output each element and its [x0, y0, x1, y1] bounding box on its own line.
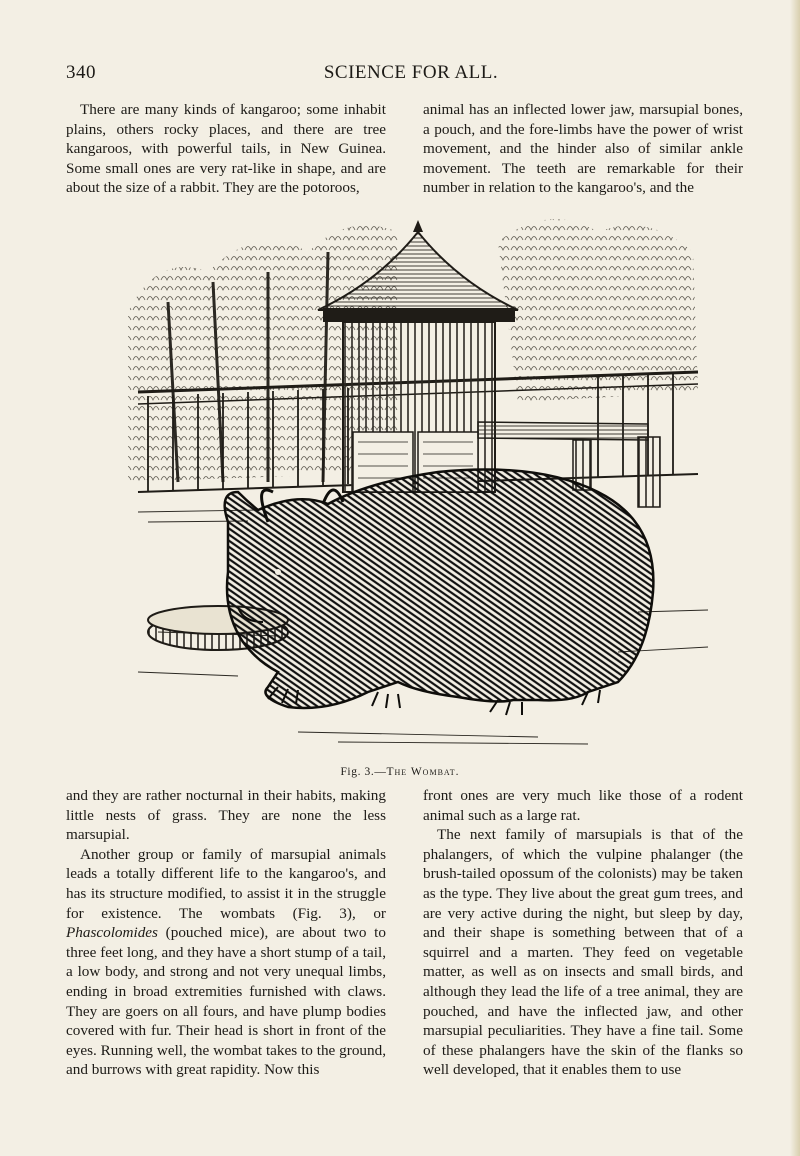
page-number: 340 — [66, 62, 96, 83]
running-title: SCIENCE FOR ALL. — [323, 62, 499, 83]
column-bottom-right — [423, 786, 743, 1080]
figure-label: Fig. 3.— — [340, 766, 387, 778]
column-top-right — [423, 100, 743, 198]
paragraph-text: Another group or family of marsupial animals leads a totally different life to the kangaroo's, and has its structure modified, to assist it in the struggle for existence. The wombats (Fig. 3), or — [66, 845, 386, 922]
genus-name: Phascolomides — [66, 924, 158, 942]
figure-title: The Wombat. — [386, 766, 460, 778]
paragraph: There are many kinds of kangaroo; some inhabit plains, others rocky places, and there are tree kangaroos, with powerful tails, in New Guinea. Some small ones are very rat-like in shape, and are about the size of a rabbit. They are the potoroos, — [66, 101, 386, 197]
page-edge — [790, 0, 800, 1156]
column-top-left — [66, 100, 386, 198]
figure-caption — [0, 766, 800, 778]
wombat-engraving-icon — [118, 192, 718, 758]
paragraph — [66, 845, 386, 1080]
paragraph: animal has an inflected lower jaw, marsupial bones, a pouch, and the fore-limbs have the power of wrist movement, and the hinder also of similar ankle movement. The teeth are remarkable for their number in relation to the kangaroo's, and the — [423, 101, 743, 197]
paragraph-text: (pouched mice), are about two to three feet long, and they have a short stump of a tail, a low body, and strong and not very unequal limbs, ending in broad extremities furnished with claws. They are goers on all fours, and have plump bodies covered with fur. Their head is short in front of the eyes. Running well, the wombat takes to the ground, and burrows with great rapidity. Now this — [66, 924, 386, 1079]
paragraph: The next family of marsupials is that of the phalangers, of which the vulpine phalanger (the brush-tailed opossum of the colonists) may be taken as the type. They live about the great gum trees, and are very active during the night, but sleep by day, and their shape is something between that of a squirrel and a marten. They feed on vegetable matter, as well as on insects and small birds, and although they lead the life of a tree animal, they are pouched, and have the inflected jaw, and other marsupial peculiarities. They have a fine tail. Some of these phalangers have the skin of the flanks so well developed, that it enables them to use — [423, 826, 743, 1079]
page-header — [66, 62, 756, 86]
paragraph: front ones are very much like those of a rodent animal such as a large rat. — [423, 787, 743, 824]
paragraph: and they are rather nocturnal in their habits, making little nests of grass. They are none the less marsupial. — [66, 787, 386, 844]
column-bottom-left — [66, 786, 386, 1080]
